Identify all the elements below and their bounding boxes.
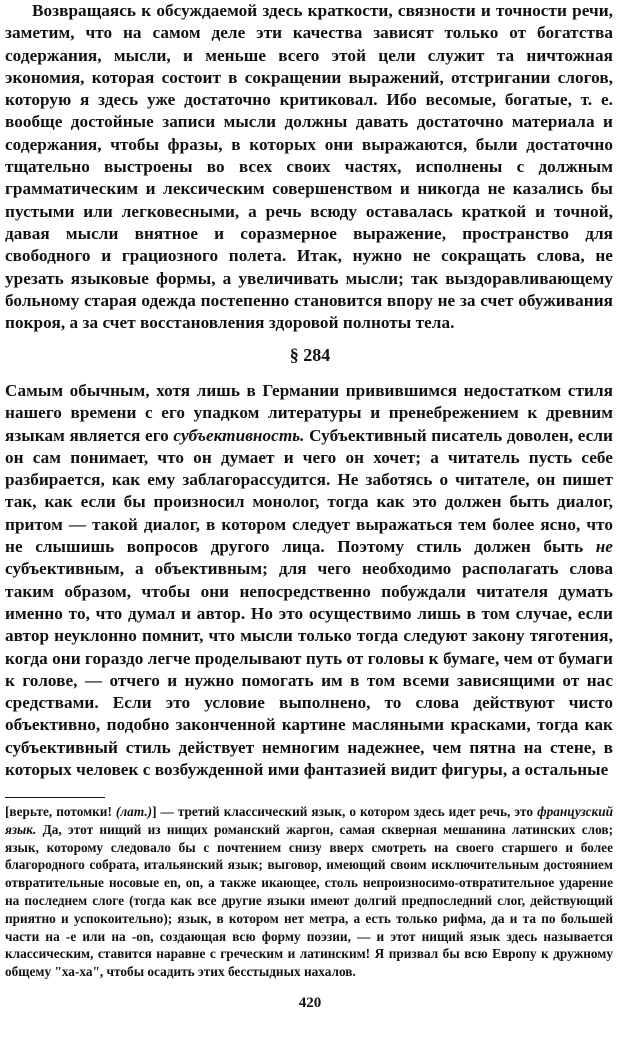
footnote-part-b: ] — третий классический язык, о котором здесь идет речь, это: [152, 804, 538, 819]
footnote-emphasis-b: французский язык.: [5, 804, 614, 837]
page-number: 420: [298, 995, 322, 1011]
footnote: [5, 803, 613, 981]
paragraph-2-part-c: субъективным, а объективным; для чего необходимо располагать слова таким образом, чтобы они непосредственно побуждали читателя думать именно то, что думал и автор. Но это осуществимо лишь в том случае, если автор неуклонно помнит, что мысли только тогда следуют закону тяготения, когда они гораздо легче проделывают путь от головы к бумаге, чем от бумаги к голове, — отчего и нужно помогать им в том всеми зависящими от нас средствами. Если это условие выполнено, то слова действуют чисто объективно, подобно законченной картине масляными красками, тогда как субъективный стиль действует немногим надежнее, чем пятна на стене, в которых человек с возбужденной ими фантазией видит фигуры, а остальные: [5, 559, 613, 780]
paragraph-2-emphasis-a: субъективность.: [173, 425, 305, 445]
paragraph-2-emphasis-b: не: [595, 537, 613, 557]
footnote-separator: [5, 797, 105, 798]
paragraph-2-part-a: Самым обычным, хотя лишь в Германии привившимся недостатком стиля нашего времени с его упадком литературы и пренебрежением к древним языкам является его: [5, 381, 613, 445]
paragraph-brevity: [5, 0, 613, 334]
paragraph-2-text: [5, 380, 613, 781]
footnote-text: [5, 803, 613, 981]
paragraph-2-part-b: Субъективный писатель доволен, если он сам понимает, что он думает и чего он хочет; а читатель пусть себе разбирается, как ему заблагорассудится. Не заботясь о читателе, он пишет так, как если бы произносил монолог, тогда как это должен быть диалог, притом — такой диалог, в котором следует выражаться тем более ясно, что не слышишь вопросов другого лица. Поэтому стиль должен быть: [5, 425, 614, 557]
footnote-part-c: Да, этот нищий из нищих романский жаргон, самая скверная мешанина латинских слов; язык, которому следовало бы с почтением снизу вверх смотреть на своего старшего и более благородного собрата, итальянский язык; выговор, имеющий своим исключительным достоянием отвратительные носовые en, on, а также икающее, столь непроизносимо-отвратительное ударение на последнем слоге (тогда как все другие языки имеют долгий предпоследний слог, действующий приятно и успокоительно); язык, в котором нет метра, а есть только рифма, да и та по большей части на -e или на -on, создающая всю форму поэзии, — и этот нищий язык здесь называется классическим, ставится наравне с греческим и латинским! Я призвал бы всю Европу к дружному общему "ха-ха", чтобы осадить этих бесстыдных нахалов.: [5, 821, 613, 980]
section-heading: § 284: [289, 345, 331, 365]
paragraph-1-text: Возвращаясь к обсуждаемой здесь краткости, связности и точности речи, заметим, что на самом деле эти качества зависят только от богатства содержания, мысли, и меньше всего этой цели служит та ничтожная экономия, которая состоит в сокращении выражений, отстригании слогов, которую я здесь уже достаточно критиковал. Ибо весомые, богатые, т. е. вообще достойные записи мысли должны давать достаточно материала и содержания, чтобы фразы, в которых они выражаются, были достаточно тщательно выстроены во всех своих частях, исполнены с должным грамматическим и лексическим совершенством и никогда не казались бы пустыми или легковесными, а речь всюду оставалась краткой и точной, давая мысли внятное и соразмерное выражение, пространство для свободного и грациозного полета. Итак, нужно не сокращать слова, не урезать языковые формы, а увеличивать мысли; так выздоравливающему больному старая одежда постепенно становится впору не за счет обуживания покроя, а за счет восстановления здоровой полноты тела.: [5, 1, 613, 333]
footnote-emphasis-a: (лат.): [115, 804, 153, 819]
paragraph-subjectivity: [5, 380, 613, 781]
footnote-part-a: [верьте, потомки!: [5, 804, 116, 819]
